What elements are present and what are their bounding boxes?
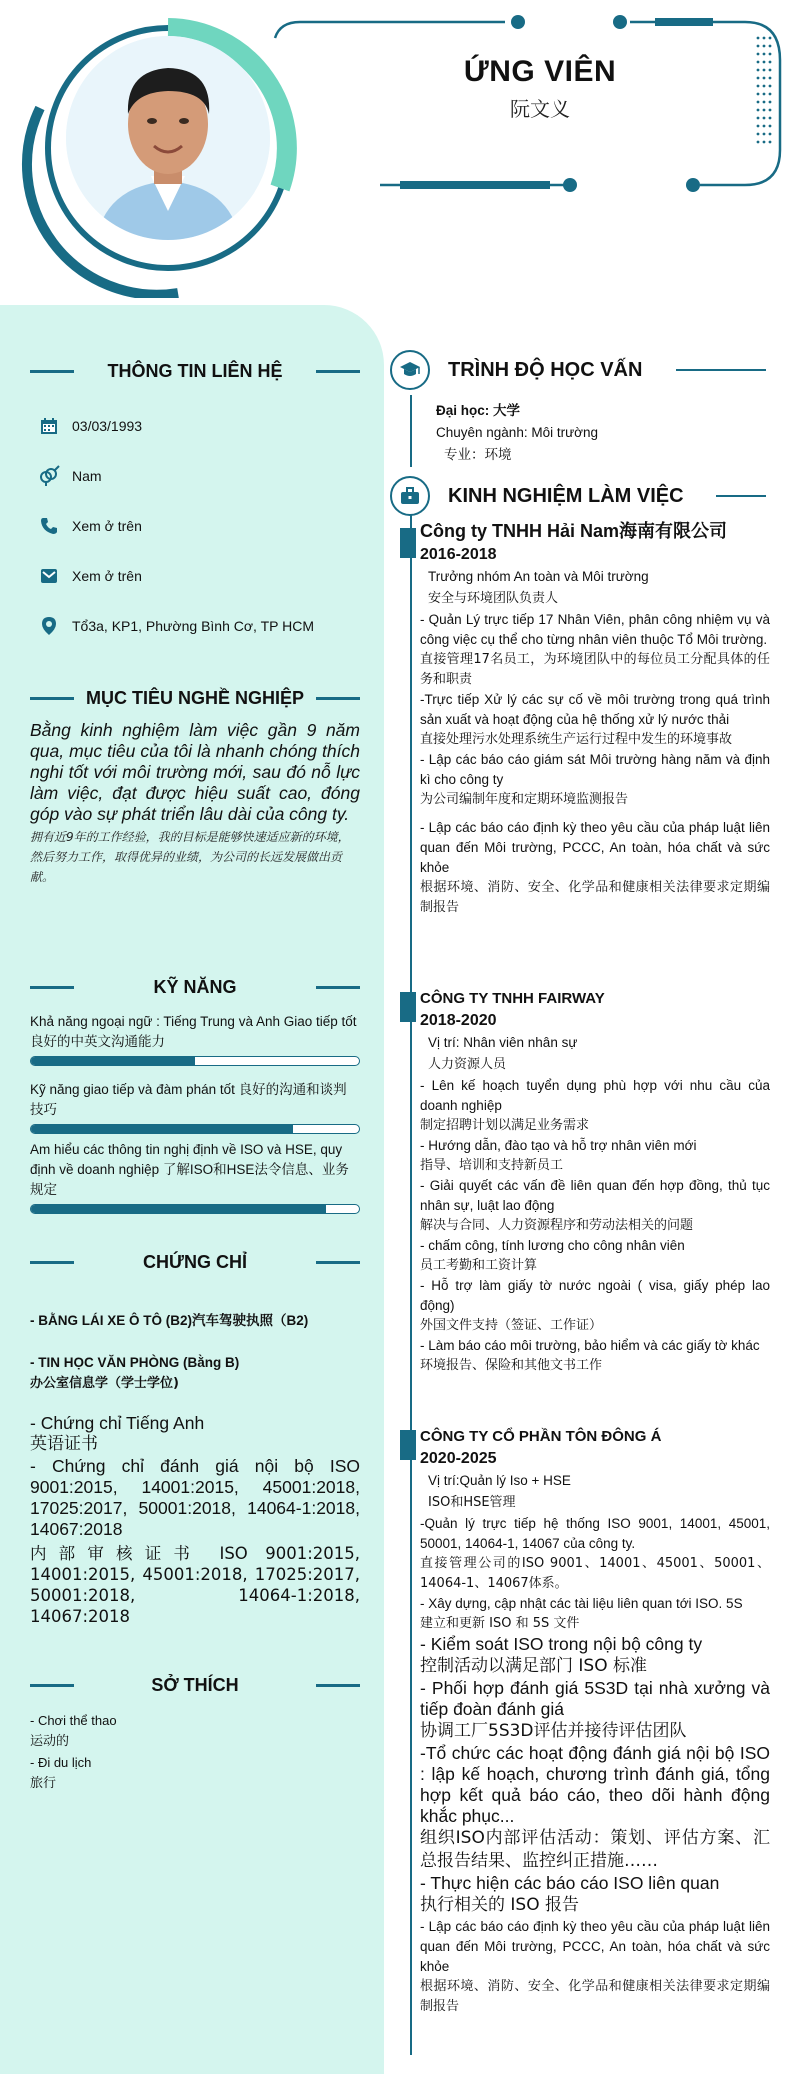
skill-bar — [30, 1056, 360, 1066]
job-entry: CÔNG TY CỔ PHẦN TÔN ĐÔNG Á 2020-2025 Vị trí:Quản lý Iso + HSE ISO和HSE管理 -Quản lý trực tiếp hệ thống ISO 9001, 14001, 45001, 50001, 14064-1, 14067 của công ty. 直接管理公司的ISO 9001、14001、45001、50001、14064-1、14067体系。 - Xây dựng, cập nhật các tài liệu liên quan tới ISO. 5S 建立和更新 ISO 和 5S 文件 - Kiểm soát ISO trong nội bộ công ty 控制活动以满足部门 ISO 标准 - Phối hợp đánh giá 5S3D tại nhà xưởng và tiếp đoàn đánh giá 协调工厂5S3D评估并接待评估团队 -Tổ chức các hoạt động đánh giá nội bộ ISO : lập kế hoạch, chương trình đánh giá, tổng hợp kết quả báo cáo, theo dõi hành động khắc phục... 组织ISO内部评估活动：策划、评估方案、汇总报告结果、监控纠正措施…… - Thực hiện các báo cáo ISO liên quan 执行相关的 ISO 报告 - Lập các báo cáo định kỳ theo yêu cầu của pháp luật liên quan đến Môi trường, PCCC, An toàn, hóa chất và sức khỏe 根据环境、消防、安全、化学品和健康相关法律要求定期编制报告 — [420, 1426, 770, 2017]
objective-text — [30, 720, 360, 887]
email-value: Xem ở trên — [72, 568, 142, 584]
skill-item: Kỹ năng giao tiếp và đàm phán tốt 良好的沟通和谈判技巧 — [30, 1080, 360, 1134]
timeline-line — [410, 515, 412, 2055]
job-company: CÔNG TY TNHH FAIRWAY — [420, 990, 605, 1007]
candidate-title: ỨNG VIÊN — [463, 55, 617, 88]
contact-address — [38, 615, 314, 637]
job-company: Công ty TNHH Hải Nam海南有限公司 — [420, 521, 728, 541]
gender-icon — [38, 465, 60, 487]
name-block — [400, 55, 680, 122]
experience-heading: KINH NGHIỆM LÀM VIỆC — [390, 476, 780, 516]
objective-zh: 拥有近9年的工作经验，我的目标是能够快速适应新的环境，然后努力工作，取得优异的业绩，为公司的长远发展做出贡献。 — [30, 830, 350, 884]
phone-icon — [38, 515, 60, 537]
hobbies-list: - Chơi thể thao 运动的 - Đi du lịch 旅行 — [30, 1713, 117, 1791]
job-entry: Công ty TNHH Hải Nam海南有限公司 2016-2018 Trưởng nhóm An toàn và Môi trường 安全与环境团队负责人 - Quản Lý trực tiếp 17 Nhân Viên, phân công nhiệm vụ và công việc cụ thể cho từng nhân viên thuộc Tổ Môi trường. 直接管理17名员工，为环境团队中的每位员工分配具体的任务和职责 -Trực tiếp Xử lý các sự cố về môi trường trong quá trình sản xuất và hoạt động của hệ thống xử lý nước thải 直接处理污水处理系统生产运行过程中发生的环境事故 - Lập các báo cáo giám sát Môi trường hàng năm và định kì cho công ty 为公司编制年度和定期环境监测报告 - Lập các báo cáo định kỳ theo yêu cầu của pháp luật liên quan đến Môi trường, PCCC, An toàn, hóa chất và sức khỏe 根据环境、消防、安全、化学品和健康相关法律要求定期编制报告 — [420, 518, 770, 918]
avatar — [66, 36, 270, 240]
cert-license: - BẰNG LÁI XE Ô TÔ (B2)汽车驾驶执照（B2) — [30, 1313, 309, 1328]
cert-english: - Chứng chỉ Tiếng Anh — [30, 1413, 205, 1433]
phone-value: Xem ở trên — [72, 518, 142, 534]
skill-item: Am hiểu các thông tin nghị định về ISO và HSE, quy định về doanh nghiệp 了解ISO和HSE法令信息、业务规定 — [30, 1140, 360, 1214]
contact-email — [38, 565, 142, 587]
calendar-icon — [38, 415, 60, 437]
skills-heading: KỸ NĂNG — [30, 972, 360, 1002]
portrait-icon — [66, 36, 270, 240]
contact-birthday — [38, 415, 142, 437]
skill-bar — [30, 1124, 360, 1134]
certificates-heading: CHỨNG CHỈ — [30, 1247, 360, 1277]
contact-heading: THÔNG TIN LIÊN HỆ — [30, 356, 360, 386]
contact-gender — [38, 465, 102, 487]
job-company: CÔNG TY CỔ PHẦN TÔN ĐÔNG Á — [420, 1428, 662, 1445]
email-icon — [38, 565, 60, 587]
objective-heading: MỤC TIÊU NGHỀ NGHIỆP — [30, 683, 360, 713]
graduation-cap-icon — [390, 350, 430, 390]
cert-english-zh: 英语证书 — [30, 1434, 98, 1454]
hobbies-heading: SỞ THÍCH — [30, 1670, 360, 1700]
candidate-name: 阮文义 — [510, 97, 570, 121]
briefcase-icon — [390, 476, 430, 516]
birthday-value: 03/03/1993 — [72, 418, 143, 434]
cert-office-zh: 办公室信息学（学士学位) — [30, 1376, 179, 1391]
education-heading: TRÌNH ĐỘ HỌC VẤN — [390, 350, 780, 390]
cert-iso-zh: 内部审核证书 ISO 9001:2015, 14001:2015, 45001:2018, 17025:2017, 50001:2018, 14064-1:2018, 14067:2018 — [30, 1544, 360, 1626]
header — [0, 0, 800, 305]
address-value: Tổ3a, KP1, Phường Bình Cơ, TP HCM — [72, 618, 314, 634]
skill-item: Khả năng ngoại ngữ : Tiếng Trung và Anh Giao tiếp tốt 良好的中英文沟通能力 — [30, 1012, 360, 1066]
job-entry: CÔNG TY TNHH FAIRWAY 2018-2020 Vị trí: Nhân viên nhân sự 人力资源人员 - Lên kế hoạch tuyển dụng phù hợp với nhu cầu của doanh nghiệp 制定招聘计划以满足业务需求 - Hướng dẫn, đào tạo và hỗ trợ nhân viên mới 指导、培训和支持新员工 - Giải quyết các vấn đề liên quan đến hợp đồng, thủ tục nhân sự, luật lao động 解决与合同、人力资源程序和劳动法相关的问题 - chấm công, tính lương cho công nhân viên 员工考勤和工资计算 - Hỗ trợ làm giấy tờ nước ngoài ( visa, giấy phép lao động) 外国文件支持（签证、工作证） - Làm báo cáo môi trường, bảo hiểm và các giấy tờ khác 环境报告、保险和其他文书工作 — [420, 988, 770, 1376]
skill-bar — [30, 1204, 360, 1214]
contact-phone — [38, 515, 142, 537]
avatar-frame — [18, 18, 298, 298]
objective-vi: Bằng kinh nghiệm làm việc gần 9 năm qua, mục tiêu của tôi là nhanh chóng thích nghi tốt với môi trường mới, sau đó nỗ lực làm việc, đạt được hiệu suất cao, đóng góp vào sự phát triển lâu dài của công ty. — [30, 720, 360, 824]
job-years: 2020-2025 — [420, 1450, 497, 1467]
education-detail: Đại học: 大学 Chuyên ngành: Môi trường 专业：环境 — [436, 403, 598, 463]
location-pin-icon — [38, 615, 60, 637]
timeline-line — [410, 395, 412, 467]
job-years: 2016-2018 — [420, 546, 497, 563]
cert-office: - TIN HỌC VĂN PHÒNG (Bằng B) — [30, 1355, 240, 1370]
cert-iso: - Chứng chỉ đánh giá nội bộ ISO 9001:2015, 14001:2015, 45001:2018, 17025:2017, 50001:2018, 14064-1:2018, 14067:2018 — [30, 1456, 360, 1539]
gender-value: Nam — [72, 468, 102, 484]
job-years: 2018-2020 — [420, 1012, 497, 1029]
